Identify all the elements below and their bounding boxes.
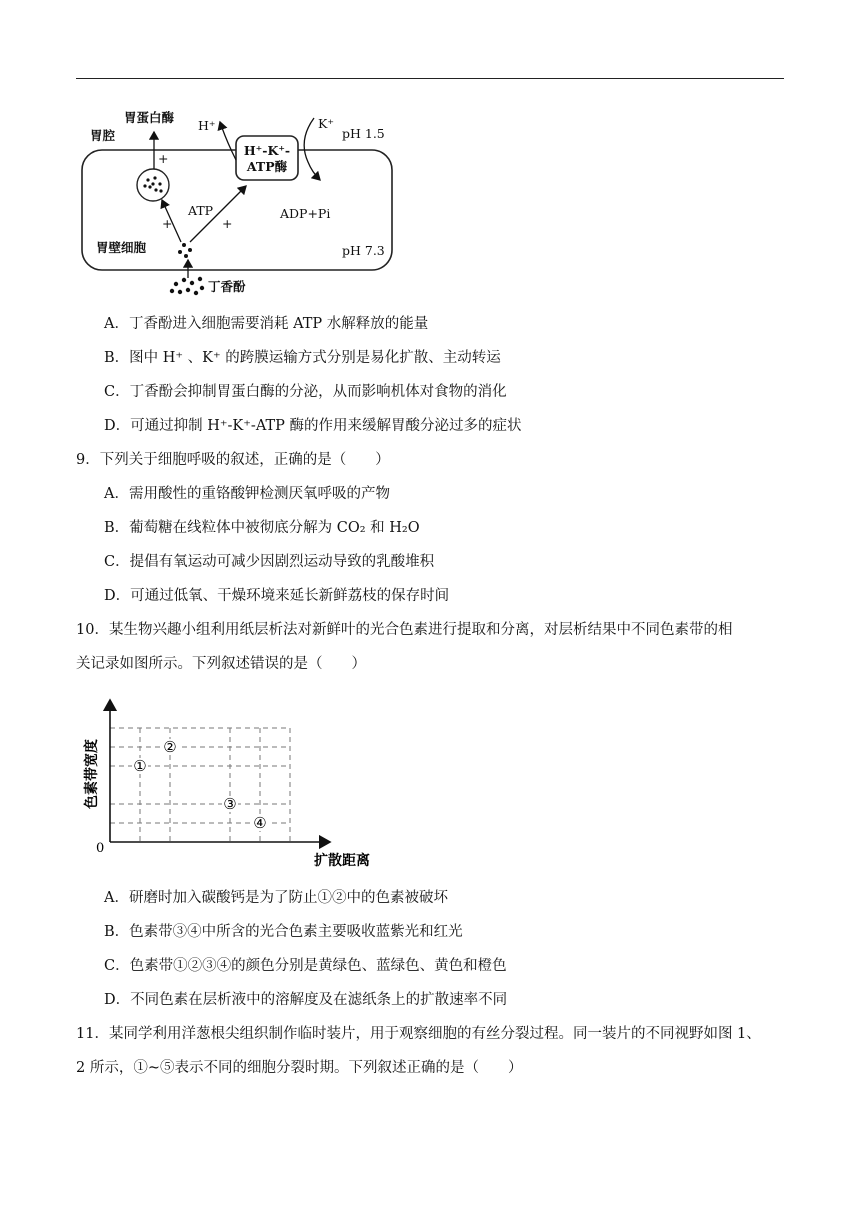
chart-point-label: ④ <box>253 814 267 832</box>
q9-option-b: B．葡萄糖在线粒体中被彻底分解为 CO₂ 和 H₂O <box>104 520 420 536</box>
q10-option-d: D．不同色素在层析液中的溶解度及在滤纸条上的扩散速率不同 <box>104 992 508 1008</box>
q11-stem-1: 11．某同学利用洋葱根尖组织制作临时装片，用于观察细胞的有丝分裂过程。同一装片的不同视野如图 1、 <box>76 1026 761 1042</box>
q8-option-a: A．丁香酚进入细胞需要消耗 ATP 水解释放的能量 <box>104 316 429 332</box>
x-axis-label: 扩散距离 <box>314 853 370 869</box>
parietal-cell-diagram <box>76 100 406 305</box>
adp-label: ADP+Pi <box>280 206 331 221</box>
q8-option-b: B．图中 H⁺ 、K⁺ 的跨膜运输方式分别是易化扩散、主动转运 <box>104 350 501 366</box>
plus-1: + <box>158 151 169 166</box>
cell-label: 胃壁细胞 <box>96 240 147 255</box>
pump-label-1: H⁺-K⁺- <box>243 143 291 158</box>
pump-label-2: ATP酶 <box>246 159 288 174</box>
q10-option-a: A．研磨时加入碳酸钙是为了防止①②中的色素被破坏 <box>104 890 448 906</box>
q10-stem-1: 10．某生物兴趣小组利用纸层析法对新鲜叶的光合色素进行提取和分离，对层析结果中不同色素带的相 <box>76 622 733 638</box>
chart-point-label: ① <box>133 757 147 775</box>
chart-point-label: ② <box>163 738 177 756</box>
ph-inside-label: pH 7.3 <box>342 243 385 258</box>
ph-outside-label: pH 1.5 <box>342 126 385 141</box>
pigment-band-chart <box>76 694 396 874</box>
q9-stem: 9．下列关于细胞呼吸的叙述，正确的是（ ） <box>76 452 390 468</box>
chart-points <box>132 738 268 832</box>
h-ion-label: H⁺ <box>198 118 216 133</box>
q11-stem-2: 2 所示，①~⑤表示不同的细胞分裂时期。下列叙述正确的是（ ） <box>76 1060 523 1076</box>
q9-option-d: D．可通过低氧、干燥环境来延长新鲜荔枝的保存时间 <box>104 588 450 604</box>
q10-stem-2: 关记录如图所示。下列叙述错误的是（ ） <box>76 656 366 672</box>
pepsin-label: 胃蛋白酶 <box>124 110 175 125</box>
q8-option-d: D．可通过抑制 H⁺-K⁺-ATP 酶的作用来缓解胃酸分泌过多的症状 <box>104 418 522 434</box>
lumen-label: 胃腔 <box>90 128 116 143</box>
origin-label: 0 <box>96 841 105 856</box>
plus-3: + <box>222 216 233 231</box>
y-axis-label: 色素带宽度 <box>84 739 100 809</box>
q9-option-c: C．提倡有氧运动可减少因剧烈运动导致的乳酸堆积 <box>104 554 435 570</box>
chart-point-label: ③ <box>223 795 237 813</box>
q9-option-a: A．需用酸性的重铬酸钾检测厌氧呼吸的产物 <box>104 486 390 502</box>
q8-option-c: C．丁香酚会抑制胃蛋白酶的分泌，从而影响机体对食物的消化 <box>104 384 507 400</box>
q10-option-b: B．色素带③④中所含的光合色素主要吸收蓝紫光和红光 <box>104 924 463 940</box>
plus-2: + <box>162 216 173 231</box>
k-ion-label: K⁺ <box>318 116 334 131</box>
header-rule <box>76 78 784 79</box>
eugenol-label: 丁香酚 <box>208 279 246 294</box>
q10-option-c: C．色素带①②③④的颜色分别是黄绿色、蓝绿色、黄色和橙色 <box>104 958 507 974</box>
atp-label: ATP <box>188 203 214 218</box>
